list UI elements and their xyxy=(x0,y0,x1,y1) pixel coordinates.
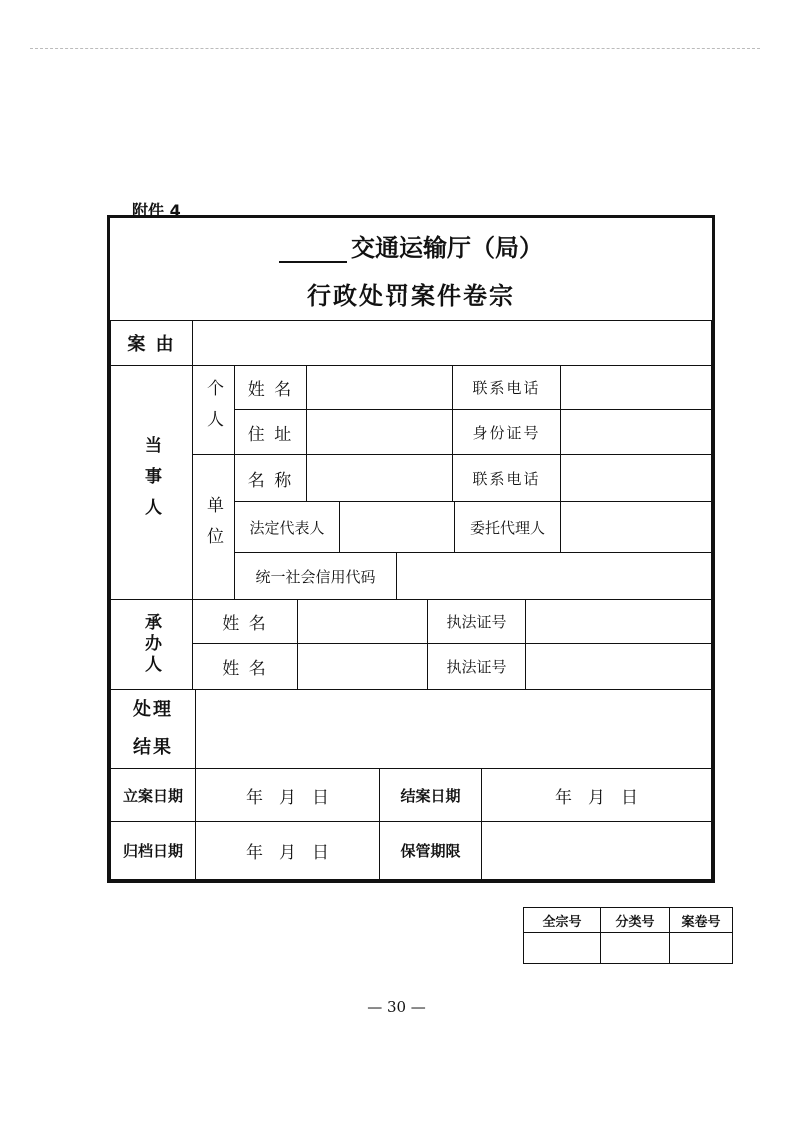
individual-name-field[interactable] xyxy=(306,365,453,410)
result-label-line1: 处理 xyxy=(133,699,173,720)
handler1-name-label: 姓 名 xyxy=(192,599,298,644)
legal-rep-field[interactable] xyxy=(339,501,455,553)
result-field[interactable] xyxy=(195,689,712,769)
closing-month: 月 xyxy=(588,787,605,808)
individual-id-field[interactable] xyxy=(560,409,712,455)
title-line1-text: 交通运输厅（局） xyxy=(351,233,543,262)
retention-field[interactable] xyxy=(481,821,712,880)
filing-day: 日 xyxy=(312,787,329,808)
page-number: — 30 — xyxy=(367,998,426,1016)
attachment-label: 附件 4 xyxy=(132,201,181,220)
filing-date-label: 立案日期 xyxy=(110,768,196,822)
unit-label-text: 单位 xyxy=(203,496,223,558)
handler2-cert-field[interactable] xyxy=(525,643,712,690)
archive-month: 月 xyxy=(279,843,296,863)
unit-name-label: 名 称 xyxy=(234,454,307,502)
handler1-cert-label: 执法证号 xyxy=(427,599,526,644)
department-blank[interactable] xyxy=(279,239,347,263)
scan-edge-line xyxy=(30,48,760,49)
handler2-name-field[interactable] xyxy=(297,643,428,690)
archive-date-label: 归档日期 xyxy=(110,821,196,880)
individual-phone-field[interactable] xyxy=(560,365,712,410)
individual-label xyxy=(192,365,235,455)
handler2-cert-label: 执法证号 xyxy=(427,643,526,690)
handler-label xyxy=(110,599,193,690)
agent-field[interactable] xyxy=(560,501,712,553)
party-label xyxy=(110,365,193,600)
agent-label: 委托代理人 xyxy=(454,501,561,553)
individual-name-label: 姓 名 xyxy=(234,365,307,410)
file-number-header: 案卷号 xyxy=(669,907,733,933)
archive-day: 日 xyxy=(312,843,329,863)
file-number-field[interactable] xyxy=(669,932,733,964)
fonds-number-header: 全宗号 xyxy=(523,907,601,933)
party-label-text: 当事人 xyxy=(141,436,161,529)
handler-label-text: 承办人 xyxy=(141,613,161,676)
result-label xyxy=(110,689,196,769)
archive-date-field[interactable] xyxy=(195,821,380,880)
archive-year: 年 xyxy=(246,843,263,863)
individual-address-field[interactable] xyxy=(306,409,453,455)
case-reason-label: 案 由 xyxy=(110,320,193,366)
class-number-field[interactable] xyxy=(600,932,670,964)
individual-address-label: 住 址 xyxy=(234,409,307,455)
retention-label: 保管期限 xyxy=(379,821,482,880)
case-reason-field[interactable] xyxy=(192,320,712,366)
legal-rep-label: 法定代表人 xyxy=(234,501,340,553)
result-label-line2: 结果 xyxy=(133,737,173,758)
closing-date-label: 结案日期 xyxy=(379,768,482,822)
credit-code-label: 统一社会信用代码 xyxy=(234,552,397,600)
unit-phone-label: 联系电话 xyxy=(452,454,561,502)
closing-date-field[interactable] xyxy=(481,768,712,822)
fonds-number-field[interactable] xyxy=(523,932,601,964)
handler1-cert-field[interactable] xyxy=(525,599,712,644)
individual-id-label: 身份证号 xyxy=(452,409,561,455)
class-number-header: 分类号 xyxy=(600,907,670,933)
closing-year: 年 xyxy=(555,787,572,808)
closing-day: 日 xyxy=(621,787,638,808)
filing-date-field[interactable] xyxy=(195,768,380,822)
title-line2: 行政处罚案件卷宗 xyxy=(307,281,515,310)
credit-code-field[interactable] xyxy=(396,552,712,600)
filing-year: 年 xyxy=(246,787,263,808)
unit-label xyxy=(192,454,235,600)
title-line1 xyxy=(110,228,712,263)
filing-month: 月 xyxy=(279,787,296,808)
individual-label-text: 个人 xyxy=(203,379,223,441)
unit-phone-field[interactable] xyxy=(560,454,712,502)
handler1-name-field[interactable] xyxy=(297,599,428,644)
individual-phone-label: 联系电话 xyxy=(452,365,561,410)
handler2-name-label: 姓 名 xyxy=(192,643,298,690)
unit-name-field[interactable] xyxy=(306,454,453,502)
